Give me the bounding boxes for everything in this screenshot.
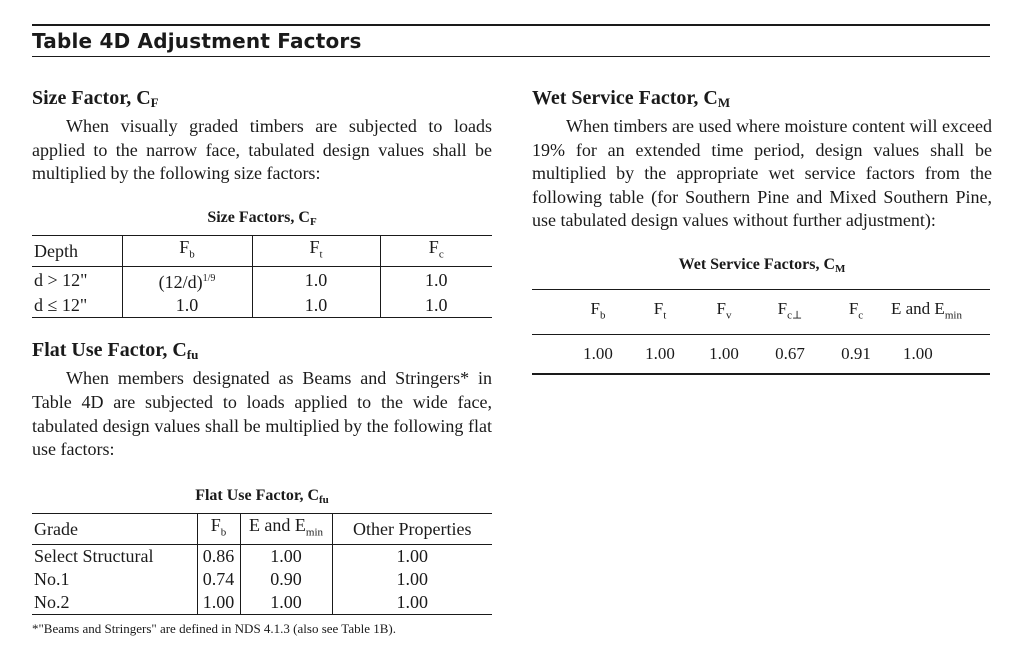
left-column — [32, 86, 492, 637]
flat-use-table — [32, 513, 492, 616]
footnote: *"Beams and Stringers" are defined in NDS 4.1.3 (also see Table 1B). — [32, 621, 396, 637]
wet-service-table-title: Wet Service Factors, $C_M$ — [678, 255, 846, 275]
table-row: d > 12" $(12/d)^{1/9}$ 1.0 1.0 — [32, 267, 492, 295]
wet-service-text: When timbers are used where moisture content will exceed 19% for an extended time period, design values shall be multiplied by the appropriate wet service factors from the following table (for Southern Pine and Mixed Southern Pine, use tabulated design values without further adjustment): — [532, 116, 992, 231]
table-row: Select Structural 0.86 1.00 1.00 — [32, 545, 492, 569]
size-factors-table — [32, 235, 492, 319]
flat-use-table-title: Flat Use Factor, $C_{fu}$ — [195, 486, 329, 506]
table-header-row: Depth $F_b$ $F_t$ $F_c$ — [32, 235, 492, 267]
table-row: 1.00 1.00 1.00 0.67 0.91 1.00 — [583, 344, 933, 364]
table-row: No.1 0.74 0.90 1.00 — [32, 568, 492, 591]
table-header-row: Grade $F_b$ E and $E_{min}$ Other Properties — [32, 513, 492, 545]
size-factor-heading: Size Factor, $C_F$ — [32, 87, 159, 110]
wet-service-table — [532, 289, 990, 375]
flat-use-heading: Flat Use Factor, $C_{fu}$ — [32, 339, 199, 363]
size-factor-text: When visually graded timbers are subjected to loads applied to the narrow face, tabulated design values shall be multiplied by the following size factors: — [32, 116, 492, 184]
page-title: Table 4D Adjustment Factors — [32, 29, 362, 53]
table-row: No.2 1.00 1.00 1.00 — [32, 591, 492, 615]
table-row: d ≤ 12" 1.0 1.0 1.0 — [32, 294, 492, 318]
title-bar — [32, 24, 990, 57]
right-column — [532, 86, 992, 375]
flat-use-text: When members designated as Beams and Stringers* in Table 4D are subjected to loads applied to the wide face, tabulated design values shall be multiplied by the following flat use factors: — [32, 368, 492, 460]
table-header-row: $F_b$ $F_t$ $F_v$ $F_{c\perp}$ $F_c$ E and $E_{min}$ — [532, 289, 990, 334]
wet-service-heading: Wet Service Factor, $C_M$ — [532, 87, 731, 110]
size-factors-table-title: Size Factors, $C_F$ — [207, 208, 317, 228]
